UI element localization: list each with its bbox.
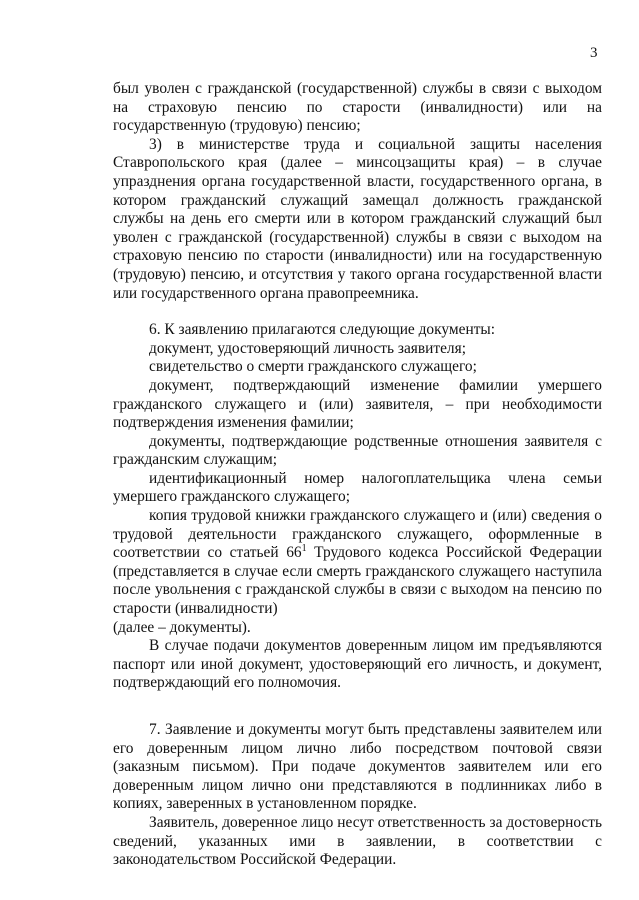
list-item-kinship-documents: документы, подтверждающие родственные отношения заявителя с гражданским служащим; bbox=[113, 432, 602, 469]
paragraph-spacer bbox=[113, 693, 602, 721]
list-item-surname-change-document: документ, подтверждающий изменение фамилии умершего гражданского служащего и (или) заявителя, – при необходимости подтверждения изменения фамилии; bbox=[113, 376, 602, 432]
paragraph-section-6-heading: 6. К заявлению прилагаются следующие документы: bbox=[149, 321, 496, 339]
list-item-taxpayer-number: идентификационный номер налогоплательщика члена семьи умершего гражданского служащего; bbox=[113, 469, 602, 506]
paragraph-responsibility: Заявитель, доверенное лицо несут ответственность за достоверность сведений, указанных ими в заявлении, в соответствии с законодательством Российской Федерации. bbox=[113, 813, 602, 869]
list-item-identity-document: документ, удостоверяющий личность заявителя; bbox=[149, 339, 466, 357]
employment-record-text-start: копия трудовой книжки гражданского служащего и (или) сведения о трудовой деятельности гражданского служащего, оформленные в соответствии со статьей 66 bbox=[113, 507, 602, 562]
employment-record-text-end: Трудового кодекса Российской Федерации (представляется в случае если смерть гражданского служащего наступила после увольнения с гражданской службы в связи с выходом на пенсию по старости (инвалидности) bbox=[113, 544, 603, 618]
paragraph-spacer bbox=[113, 303, 602, 321]
page-number: 3 bbox=[590, 45, 598, 61]
list-item-employment-record bbox=[113, 507, 602, 619]
article-superscript: 1 bbox=[301, 543, 307, 555]
paragraph-proxy-documents: В случае подачи документов доверенным лицом им предъявляются паспорт или иной документ, удостоверяющий его личность, и документ, подтверждающий его полномочия. bbox=[113, 637, 602, 692]
paragraph-dismissal-continuation: был уволен с гражданской (государственной) службы в связи с выходом на страховую пенсию по старости (инвалидности) или на государственную (трудовую) пенсию; bbox=[113, 80, 602, 135]
document-body bbox=[113, 80, 602, 870]
paragraph-documents-definition: (далее – документы). bbox=[113, 618, 251, 636]
paragraph-section-7-submission: 7. Заявление и документы могут быть представлены заявителем или его доверенным лицом лично либо посредством почтовой связи (заказным письмом). При подаче документов заявителем или его доверенным лицом лично они представляются в подлинниках либо в копиях, заверенных в установленном порядке. bbox=[113, 721, 602, 813]
paragraph-item-3-ministry: 3) в министерстве труда и социальной защиты населения Ставропольского края (далее – минсоцзащиты края) – в случае упразднения органа государственной власти, государственного органа, в котором гражданский служащий замещал должность гражданской службы на день его смерти или в котором гражданский служащий был уволен с гражданской (государственной) службы в связи с выходом на страховую пенсию по старости (инвалидности) или на государственную (трудовую) пенсию, и отсутствия у такого органа государственной власти или государственного органа правопреемника. bbox=[113, 135, 602, 302]
list-item-death-certificate: свидетельство о смерти гражданского служащего; bbox=[149, 358, 477, 376]
